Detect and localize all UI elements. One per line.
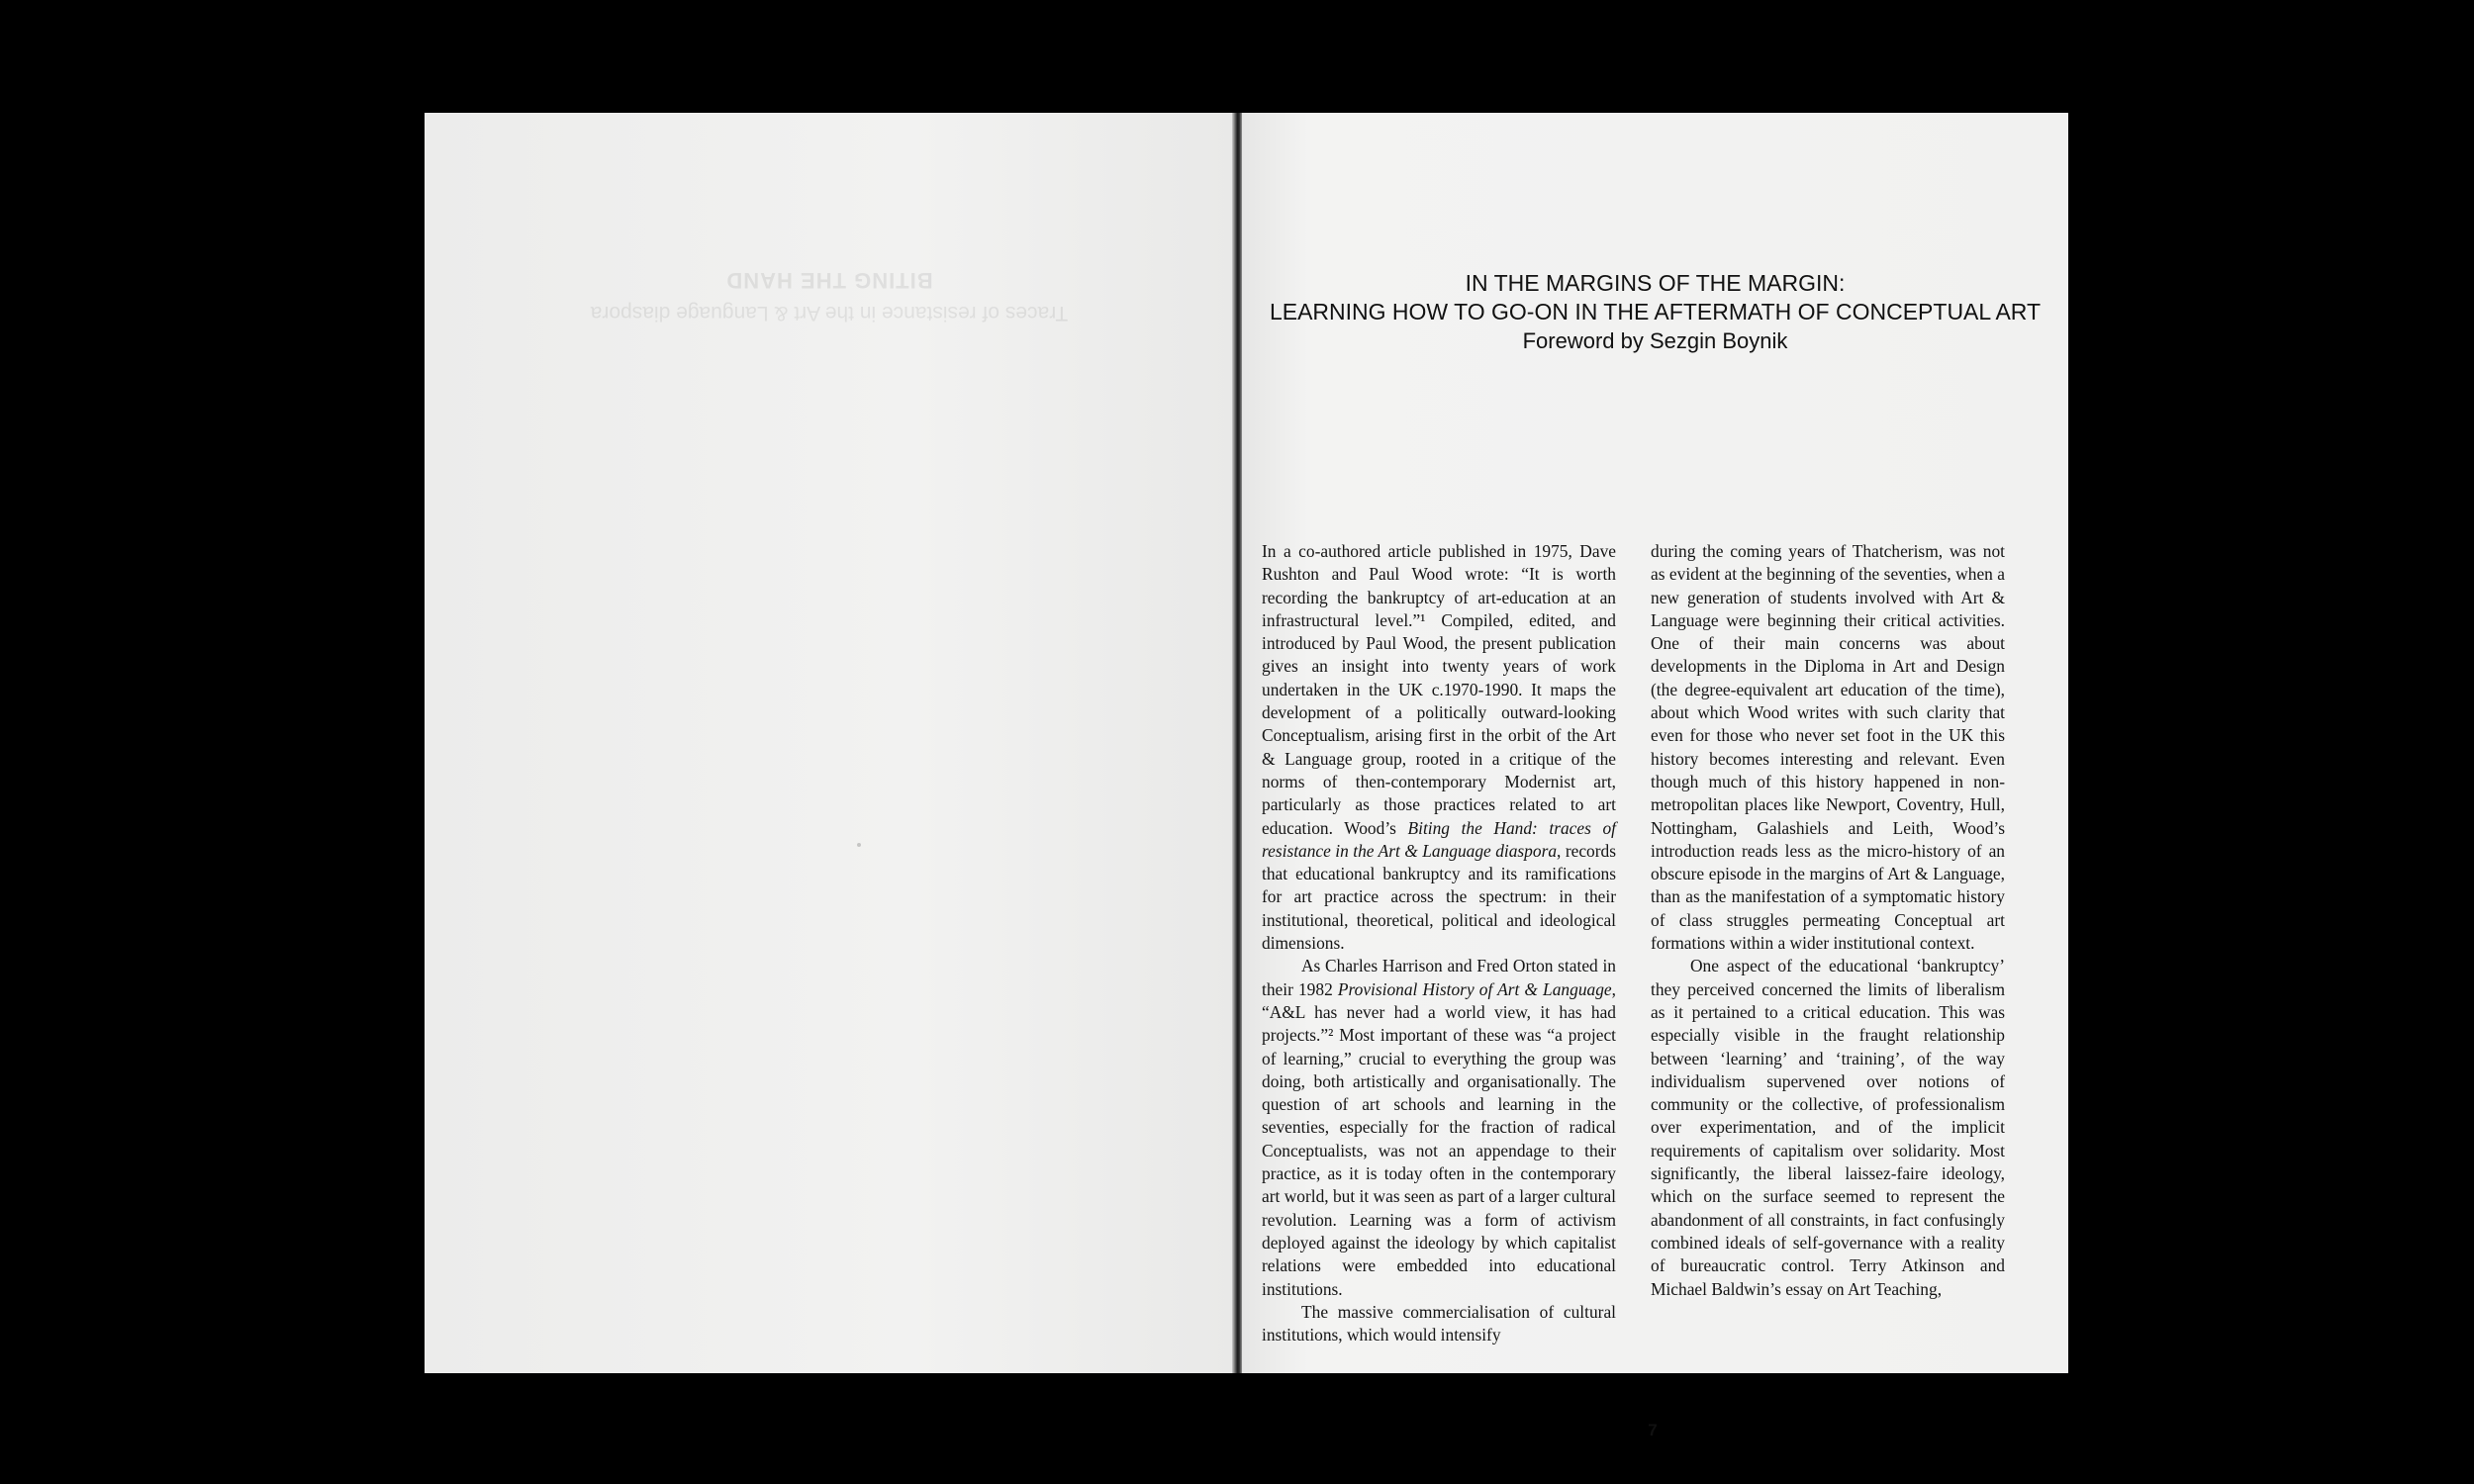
heading-line-1: IN THE MARGINS OF THE MARGIN: bbox=[1465, 270, 1846, 296]
show-through-subtitle: Traces of resistance in the Art & Language diaspora bbox=[590, 302, 1069, 325]
paper-speck bbox=[857, 843, 861, 847]
paragraph: The massive commercialisation of cultural institutions, which would intensify bbox=[1262, 1301, 1616, 1345]
italic-title: Provisional History of Art & Language bbox=[1337, 978, 1612, 999]
foreword-byline: Foreword by Sezgin Boynik bbox=[1522, 328, 1788, 353]
text-column-left bbox=[1262, 540, 1616, 1346]
paragraph: during the coming years of Thatcherism, was not as evident at the beginning of the seventies, when a new generation of students involved with Art & Language were beginning their critical activities. One of their main concerns was about developments in the Diploma in Art and Design (the degree-equivalent art education of the time), about which Wood writes with such clarity that even for those who never set foot in the UK this history becomes interesting and relevant. Even though much of this history happened in non-metropolitan places like Newport, Coventry, Hull, Nottingham, Galashiels and Leith, Wood’s introduction reads less as the micro-history of an obscure episode in the margins of Art & Language, than as the manifestation of a symptomatic history of class struggles permeating Conceptual art formations within a wider institutional context. bbox=[1651, 541, 2005, 954]
text-column-right bbox=[1651, 540, 2005, 1301]
paragraph: In a co-authored article published in 1975, Dave Rushton and Paul Wood wrote: “It is worth recording the bankruptcy of art-education at an infrastructural level.”¹ Compiled, edited, and introduced by Paul Wood, the present publication gives an insight into twenty years of work undertaken in the UK c.1970-1990. It maps the development of a politically outward-looking Conceptualism, arising first in the orbit of the Art & Language group, rooted in a critique of the norms of then-contemporary Modernist art, particularly as those practices related to art education. Wood’s Biting the Hand: traces of resistance in the Art & Language diaspora, records that educational bankruptcy and its ramifications for art practice across the spectrum: in their institutional, theoretical, political and ideological dimensions. bbox=[1262, 541, 1616, 954]
page-number: 7 bbox=[1648, 1421, 1658, 1439]
paragraph: As Charles Harrison and Fred Orton stated in their 1982 Provisional History of Art & Language, “A&L has never had a world view, it has had projects.”² Most important of these was “a project of learning,” crucial to everything the group was doing, both artistically and organisationally. The question of art schools and learning in the seventies, especially for the fraction of radical Conceptualists, was not an appendage to their practice, as it is today often in the contemporary art world, but it was seen as part of a larger cultural revolution. Learning was a form of activism deployed against the ideology by which capitalist relations were embedded into educational institutions. bbox=[1262, 956, 1616, 1299]
heading-line-2: LEARNING HOW TO GO-ON IN THE AFTERMATH OF CONCEPTUAL ART bbox=[1269, 299, 2042, 325]
italic-title: Biting the Hand: traces of resistance in the Art & Language diaspora bbox=[1262, 817, 1616, 861]
paragraph: One aspect of the educational ‘bankruptcy’ they perceived concerned the limits of liberalism as it pertained to a critical education. This was especially visible in the fraught relationship between ‘learning’ and ‘training’, of the way individualism supervened over notions of community or the collective, of professionalism over experimentation, and of the implicit requirements of capitalism over solidarity. Most significantly, the liberal laissez-faire ideology, which on the surface seemed to represent the abandonment of all constraints, in fact confusingly combined ideals of self-governance with a reality of bureaucratic control. Terry Atkinson and Michael Baldwin’s essay on Art Teaching, bbox=[1651, 956, 2005, 1299]
left-page bbox=[425, 113, 1234, 1373]
show-through-title: BITING THE HAND bbox=[725, 268, 933, 293]
chapter-heading bbox=[1242, 269, 2068, 355]
right-page bbox=[1242, 113, 2068, 1439]
